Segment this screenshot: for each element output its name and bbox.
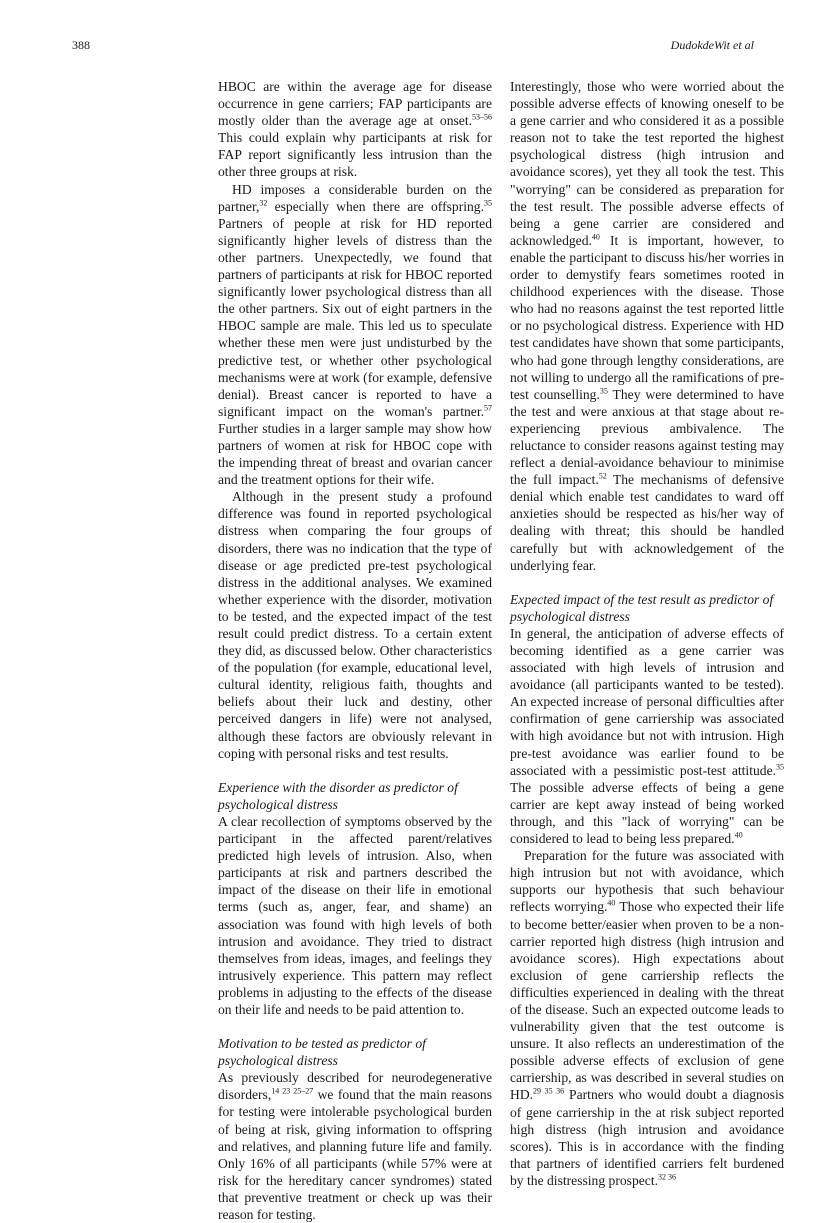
paragraph <box>510 78 784 574</box>
text-run: Preparation for the future was associated with high intrusion but not with avoidance, which supports our hypothesis that such behaviour reflects worrying. <box>510 848 784 915</box>
citation-ref: 40 <box>734 830 743 840</box>
citation-ref: 40 <box>607 898 616 908</box>
section-heading: Experience with the disorder as predictor of psychological distress <box>218 779 458 812</box>
section-heading: Expected impact of the test result as predictor of psychological distress <box>510 591 774 624</box>
text-run: This could explain why participants at risk for FAP report significantly less intrusion than the other three groups at risk. <box>218 130 492 180</box>
citation-ref: 52 <box>598 471 607 481</box>
paragraph <box>218 1069 492 1223</box>
text-run: Those who expected their life to become better/easier when proven to be a non-carrier reported high distress (high intrusion and avoidance scores). High expectations about exclusion of gene carriership reflects the difficulties experienced in dealing with the threat of the disease. Such an expected outcome leads to vulnerability given that the test outcome is unsure. It also reflects an underestimation of the possible adverse effects of exclusion of gene carriership, as was described in several studies on HD. <box>510 899 784 1103</box>
citation-ref: 35 <box>776 762 784 772</box>
text-run: The possible adverse effects of being a gene carrier are kept away instead of being worked through, and this "lack of worrying" can be considered to lead to being less prepared. <box>510 779 784 847</box>
text-run: Although in the present study a profound difference was found in reported psychological distress when comparing the four groups of disorders, there was no indication that the type of disease or age predicted pre-test psychological distress in the additional analyses. We examined whether experience with the disorder, motivation to be tested, and the expected impact of the test result could predict distress. To a certain extent they did, as discussed below. Other characteristics of the population (for example, educational level, cultural identity, religious faith, thoughts and beliefs about their luck and destiny, other perceived dangers in life) were not analysed, although these factors are obviously relevant in coping with personal risks and test results. <box>218 489 492 761</box>
text-run: Interestingly, those who were worried about the possible adverse effects of knowing oneself to be a gene carrier and who considered it as a possible reason not to take the test reported the highest psychological distress (high intrusion and avoidance scores), yet they all took the test. This "worrying" can be considered as preparation for the test result. The possible adverse effects of being a gene carrier are considered and acknowledged. <box>510 79 784 248</box>
text-run: A clear recollection of symptoms observed by the participant in the affected parent/relatives predicted high levels of intrusion. Also, when participants at risk and partners described the impact of the disease on their life in emotional terms (such as, anger, fear, and shame) an association was found with high levels of both intrusion and avoidance. They tried to distract themselves from ideas, images, and feelings they intrusively experience. This pattern may reflect problems in adjusting to the effects of the disease on their life and needs to be paid attention to. <box>218 813 492 1017</box>
citation-ref: 32 <box>259 198 268 208</box>
citation-ref: 35 <box>484 198 492 208</box>
citation-ref: 53–56 <box>472 112 492 122</box>
citation-ref: 35 <box>599 386 608 396</box>
text-run: HD imposes a considerable burden on the partner, <box>218 181 492 214</box>
text-run: As previously described for neurodegenerative disorders, <box>218 1070 492 1103</box>
paragraph <box>218 488 492 762</box>
paragraph <box>218 78 492 181</box>
text-run: especially when there are offspring. <box>267 198 484 214</box>
text-run: Partners of people at risk for HD reported significantly higher levels of distress than the other partners. Unexpectedly, we found that partners of participants at risk for HBOC reported significantly lower psychological distress than all the other partners. Six out of eight partners in the HBOC sample are male. This led us to speculate whether these men were just undisturbed by the predictive test, or whether other psychological mechanisms were at work (for example, defensive denial). Breast cancer is reported to have a significant impact on the woman's partner. <box>218 215 492 419</box>
text-run: In general, the anticipation of adverse effects of becoming identified as a gene carrier was associated with high levels of intrusion and avoidance (all participants wanted to be tested). An expected increase of personal difficulties after confirmation of gene carriership was associated with high avoidance but not with intrusion. High pre-test avoidance was earlier found to be associated with a pessimistic post-test attitude. <box>510 625 784 778</box>
text-run: we found that the main reasons for testing were intolerable psychological burden of being at risk, giving information to offspring and relatives, and planning future life and family. Only 16% of all participants (while 57% were at risk for the hereditary cancer syndromes) stated that preventive treatment or check up was their reason for testing. <box>218 1087 492 1222</box>
paragraph <box>218 181 492 489</box>
citation-ref: 40 <box>591 232 600 242</box>
page-header <box>72 38 754 58</box>
right-column <box>510 78 784 1189</box>
citation-ref: 32 36 <box>658 1172 676 1182</box>
running-head: DudokdeWit et al <box>670 38 754 52</box>
paragraph <box>510 625 784 847</box>
page-number: 388 <box>72 38 90 52</box>
text-run: Further studies in a larger sample may show how partners of women at risk for HBOC cope with the impending threat of breast and ovarian cancer and the treatment options for their wife. <box>218 420 492 488</box>
text-run: The mechanisms of defensive denial which enable test candidates to ward off anxieties should be respected as his/her way of dealing with threat; this should be handled carefully but with acknowledgement of the underlying fear. <box>510 472 784 573</box>
text-run: Partners who would doubt a diagnosis of gene carriership in the at risk subject reported high distress (high intrusion and avoidance scores). This is in accordance with the finding that partners of identified carriers felt burdened by the distressing prospect. <box>510 1087 785 1188</box>
text-run: It is important, however, to enable the participant to discuss his/her worries in order to demystify fears sometimes rooted in childhood experiences with the disease. Those who had no reasons against the test reported little or no psychological distress. Experience with HD test candidates have shown that some participants, who had gone through lengthy considerations, are not willing to undergo all the ramifications of pre-test counselling. <box>510 232 784 402</box>
text-run: HBOC are within the average age for disease occurrence in gene carriers; FAP participants are mostly older than the average age at onset. <box>218 79 492 129</box>
citation-ref: 29 35 36 <box>533 1086 565 1096</box>
citation-ref: 57 <box>484 403 492 413</box>
section-heading: Motivation to be tested as predictor of psychological distress <box>218 1036 426 1069</box>
left-column <box>218 78 492 1223</box>
text-run: They were determined to have the test and were anxious at that stage about re-experiencing previous ambivalence. The reluctance to consider reasons against testing may reflect a denial-avoidance behaviour to minimise the full impact. <box>510 386 784 488</box>
citation-ref: 14 23 25–27 <box>271 1086 314 1096</box>
paragraph <box>218 813 492 1018</box>
paragraph <box>510 847 784 1189</box>
